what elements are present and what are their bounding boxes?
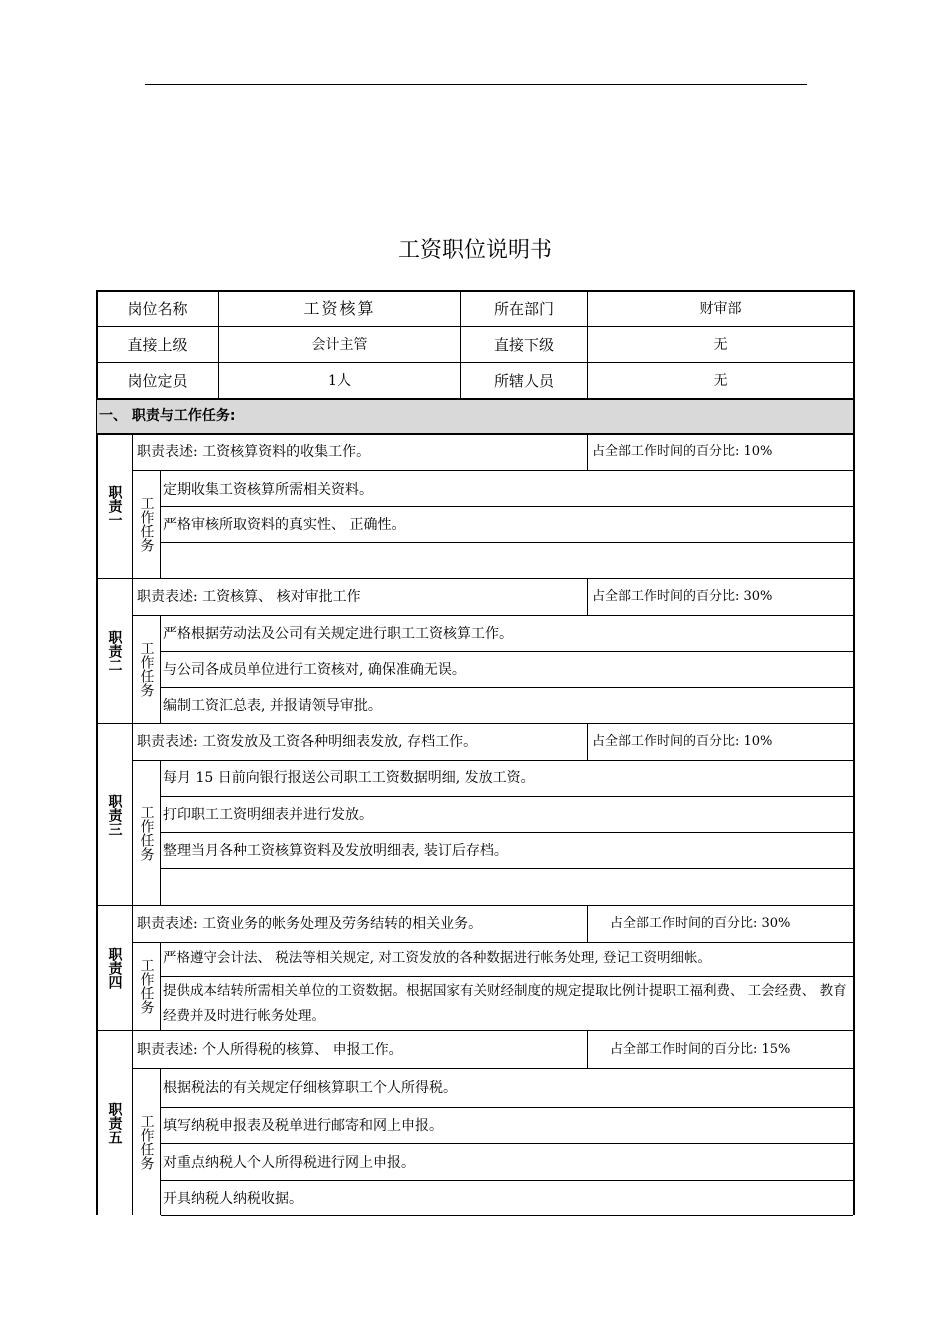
value-subordinate: 无 bbox=[713, 336, 728, 353]
row-divider bbox=[161, 796, 853, 797]
duty-2-statement: 职责表述: 工资核算、 核对审批工作 bbox=[137, 589, 361, 605]
task-label-divider bbox=[160, 615, 161, 723]
section-title: 一、 职责与工作任务: bbox=[99, 408, 236, 424]
label-position-name: 岗位名称 bbox=[127, 299, 188, 318]
duty-4-task-1: 严格遵守会计法、 税法等相关规定, 对工资发放的各种数据进行帐务处理, 登记工资明细帐。 bbox=[163, 950, 711, 966]
duty-2-task-label: 工作任务 bbox=[138, 641, 155, 697]
duty-1-statement: 职责表述: 工资核算资料的收集工作。 bbox=[137, 444, 371, 460]
task-label-divider bbox=[160, 470, 161, 578]
header-rule bbox=[145, 84, 807, 85]
row-divider bbox=[133, 760, 853, 761]
value-staff: 无 bbox=[713, 372, 728, 389]
row-divider bbox=[161, 868, 853, 869]
duty-3-task-label: 工作任务 bbox=[138, 804, 155, 861]
row-divider bbox=[161, 1143, 853, 1144]
duty-4-statement: 职责表述: 工资业务的帐务处理及劳务结转的相关业务。 bbox=[137, 916, 483, 932]
duty-5-task-3: 对重点纳税人个人所得税进行网上申报。 bbox=[163, 1155, 415, 1171]
duty-1-task-2: 严格审核所取资料的真实性、 正确性。 bbox=[163, 517, 406, 533]
duty-1-percent: 占全部工作时间的百分比: 10% bbox=[592, 444, 773, 459]
duty-2-percent: 占全部工作时间的百分比: 30% bbox=[592, 589, 773, 604]
table-right-border bbox=[853, 290, 855, 1215]
duty-3-percent: 占全部工作时间的百分比: 10% bbox=[592, 734, 773, 749]
duty-5-task-1: 根据税法的有关规定仔细核算职工个人所得税。 bbox=[163, 1080, 457, 1096]
row-divider bbox=[133, 615, 853, 616]
task-label-divider bbox=[160, 1068, 161, 1215]
label-headcount: 岗位定员 bbox=[127, 371, 188, 390]
row-divider bbox=[161, 651, 853, 652]
row-divider bbox=[161, 1180, 853, 1181]
label-subordinate: 直接下级 bbox=[493, 335, 554, 354]
duty-3-task-3: 整理当月各种工资核算资料及发放明细表, 装订后存档。 bbox=[163, 843, 508, 859]
row-divider bbox=[161, 1107, 853, 1108]
duty-4-task-label: 工作任务 bbox=[138, 958, 155, 1014]
task-label-divider bbox=[160, 942, 161, 1030]
duty-5-label: 职责五 bbox=[106, 1102, 123, 1144]
row-divider bbox=[161, 832, 853, 833]
value-supervisor: 会计主管 bbox=[311, 336, 368, 353]
duty-5-statement: 职责表述: 个人所得税的核算、 申报工作。 bbox=[137, 1041, 403, 1058]
duty-4-task-2: 提供成本结转所需相关单位的工资数据。根据国家有关财经制度的规定提取比例计提职工福利费、 工会经费、 教育经费并及时进行帐务处理。 bbox=[163, 983, 847, 1024]
duty-2-task-2: 与公司各成员单位进行工资核对, 确保准确无误。 bbox=[163, 662, 466, 678]
row-divider bbox=[161, 976, 853, 977]
duty-4-percent: 占全部工作时间的百分比: 30% bbox=[610, 916, 791, 931]
duty-2-task-3: 编制工资汇总表, 并报请领导审批。 bbox=[163, 698, 382, 714]
row-divider bbox=[161, 687, 853, 688]
duty-3-task-1: 每月 15 日前向银行报送公司职工工资数据明细, 发放工资。 bbox=[163, 770, 535, 786]
row-divider bbox=[161, 506, 853, 507]
value-position-name: 工资核算 bbox=[303, 298, 376, 318]
duty-3-task-2: 打印职工工资明细表并进行发放。 bbox=[163, 807, 373, 823]
duty-3-label: 职责三 bbox=[106, 793, 123, 836]
duty-3-statement: 职责表述: 工资发放及工资各种明细表发放, 存档工作。 bbox=[137, 734, 478, 750]
duty-1-task-1: 定期收集工资核算所需相关资料。 bbox=[163, 482, 373, 498]
duty-2-task-1: 严格根据劳动法及公司有关规定进行职工工资核算工作。 bbox=[163, 626, 513, 642]
row-divider bbox=[161, 1215, 853, 1216]
duty-1-task-label: 工作任务 bbox=[138, 496, 155, 552]
value-headcount: 1人 bbox=[328, 372, 351, 389]
row-divider bbox=[133, 942, 853, 943]
label-staff: 所辖人员 bbox=[493, 371, 554, 390]
label-department: 所在部门 bbox=[493, 299, 554, 318]
duty-1-label: 职责一 bbox=[106, 485, 123, 527]
value-department: 财审部 bbox=[699, 300, 742, 317]
duty-5-task-label: 工作任务 bbox=[138, 1113, 155, 1170]
duty-4-label: 职责四 bbox=[106, 947, 123, 989]
duty-5-task-4: 开具纳税人纳税收据。 bbox=[163, 1191, 303, 1207]
row-divider bbox=[133, 470, 853, 471]
label-supervisor: 直接上级 bbox=[127, 335, 188, 354]
page-title: 工资职位说明书 bbox=[397, 238, 552, 263]
duty-2-label: 职责二 bbox=[106, 630, 123, 672]
row-divider bbox=[133, 1068, 853, 1069]
row-divider bbox=[161, 542, 853, 543]
duty-5-task-2: 填写纳税申报表及税单进行邮寄和网上申报。 bbox=[163, 1118, 443, 1134]
duty-5-percent: 占全部工作时间的百分比: 15% bbox=[610, 1041, 791, 1057]
